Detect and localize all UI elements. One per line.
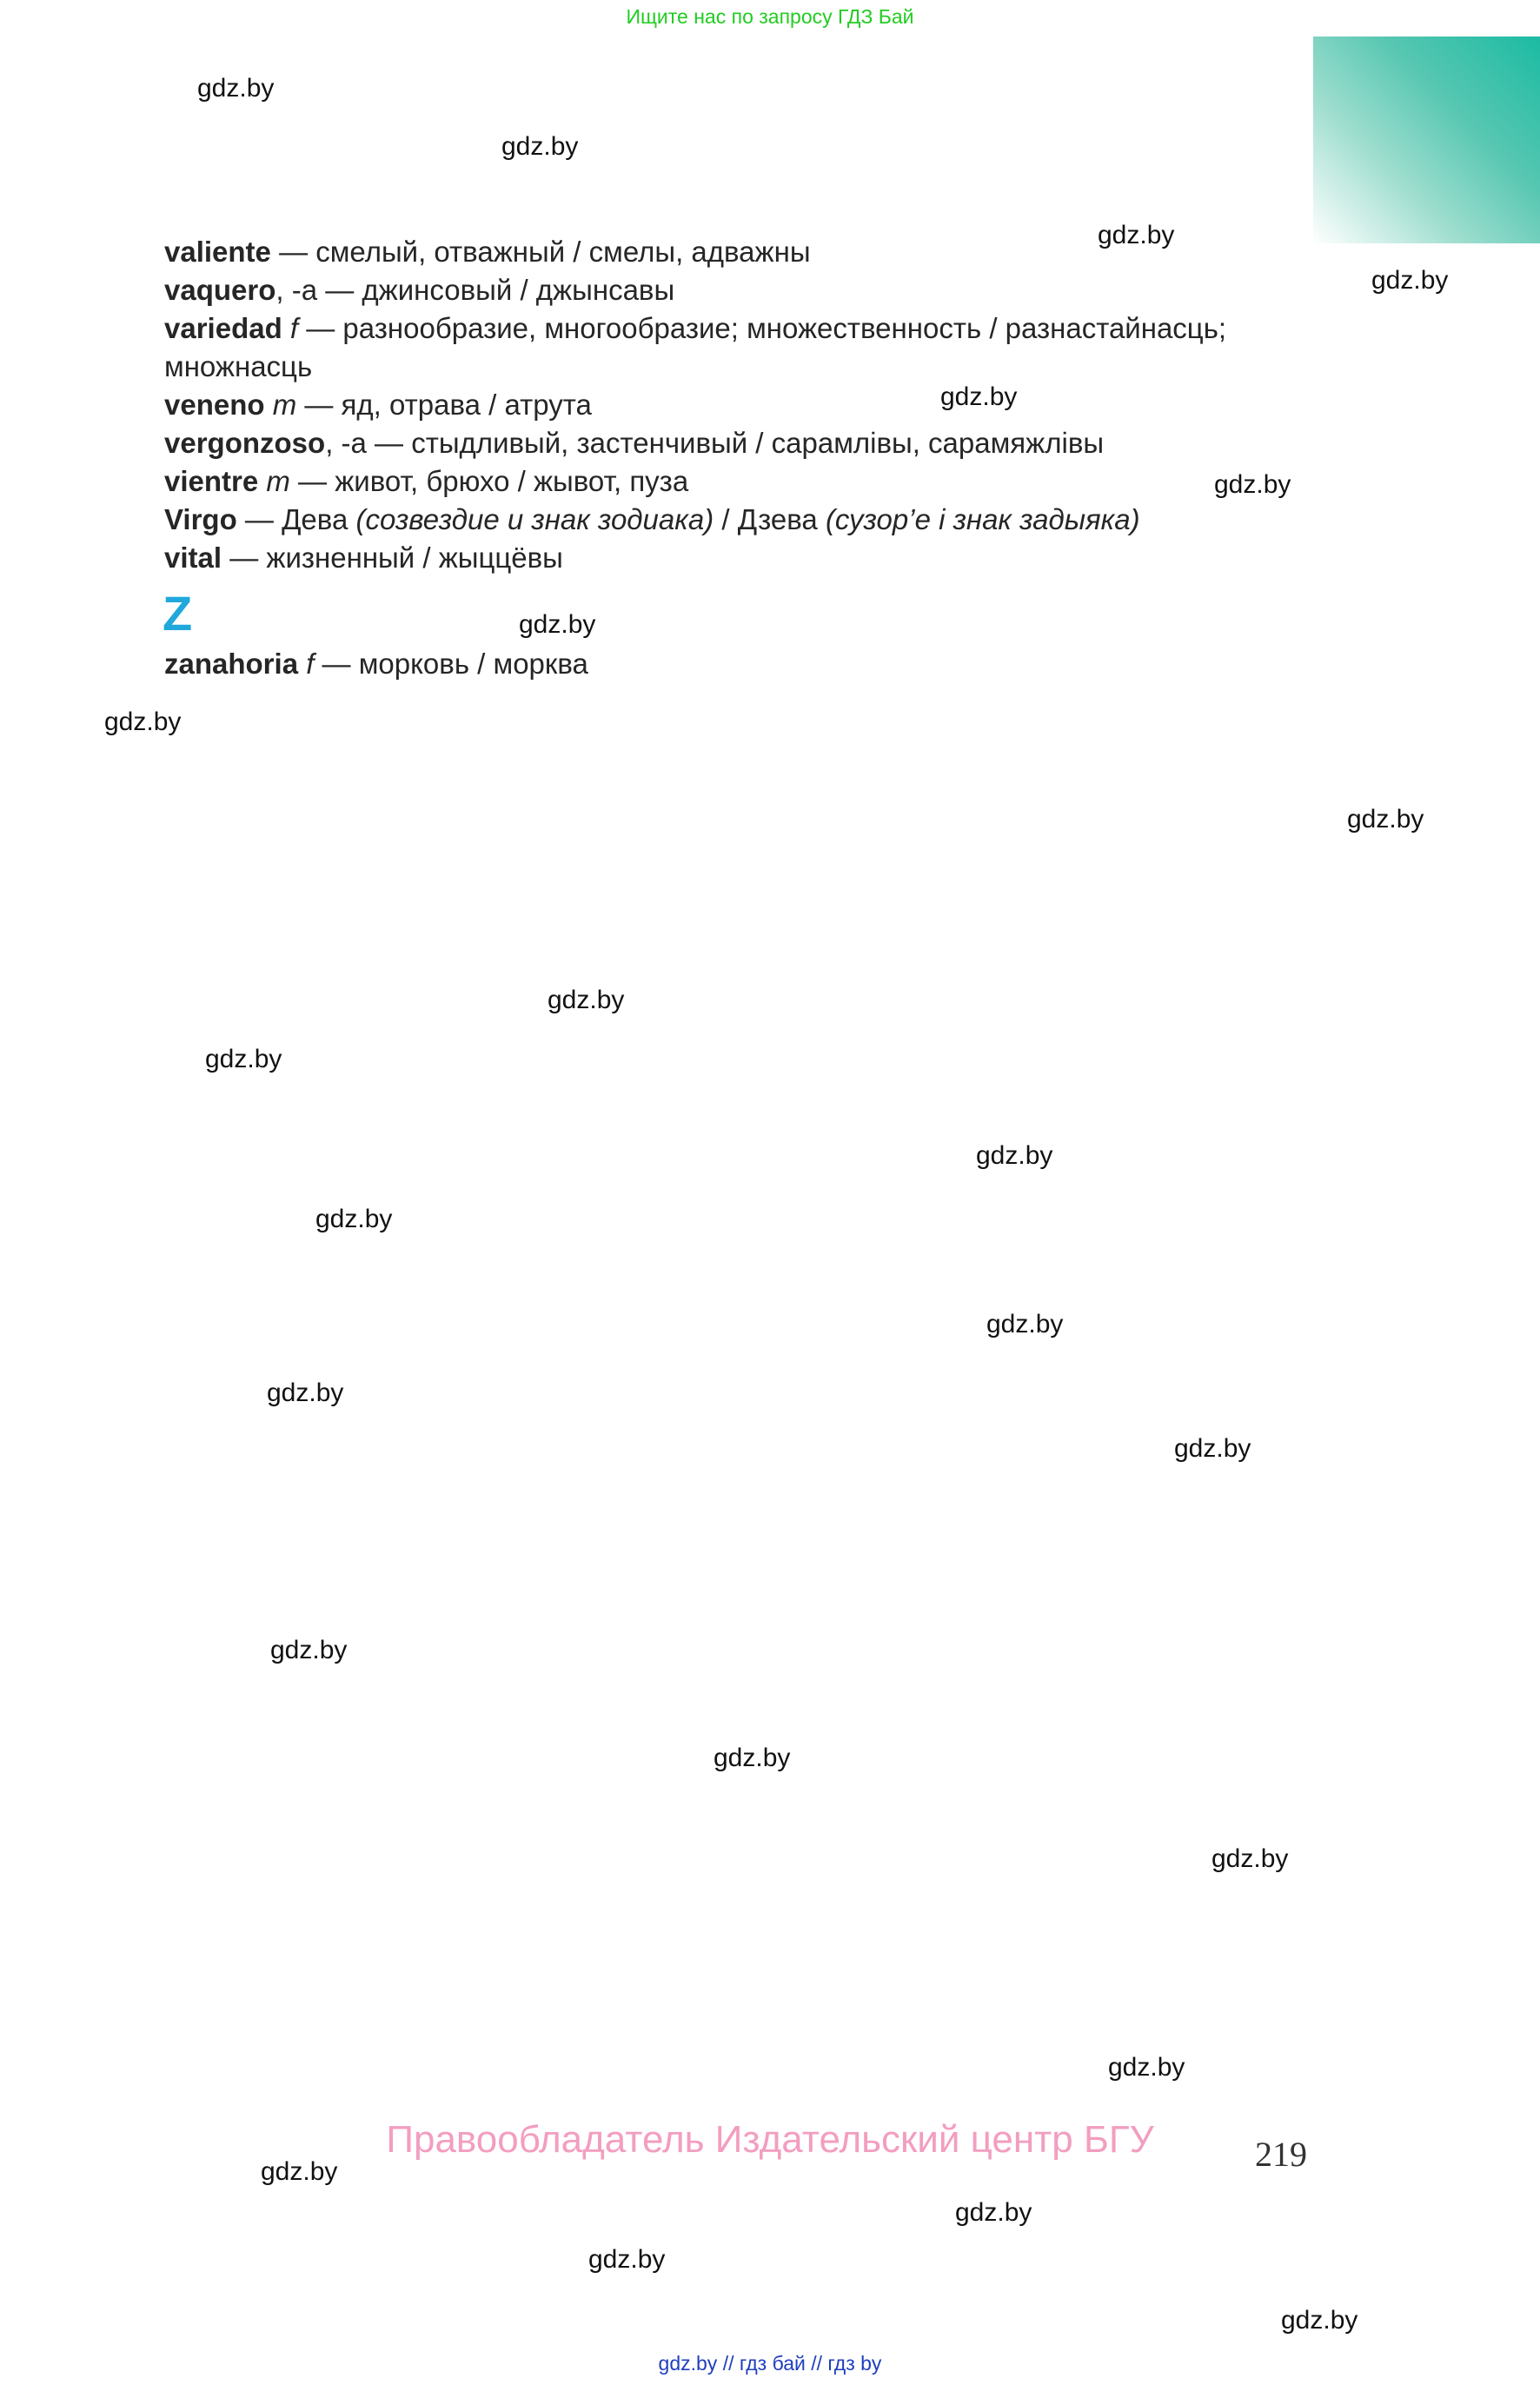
watermark: gdz.by: [1347, 805, 1424, 834]
watermark: gdz.by: [1214, 470, 1291, 499]
definition: — разнообразие, многообразие; множественность / разнастайнасць; множнасць: [164, 312, 1227, 382]
definition: — яд, отрава / атрута: [296, 389, 592, 421]
headword: Virgo: [164, 503, 237, 535]
gender-mark: f: [282, 312, 299, 344]
watermark: gdz.by: [986, 1310, 1064, 1339]
watermark: gdz.by: [197, 74, 275, 103]
watermark: gdz.by: [501, 132, 579, 161]
watermark: gdz.by: [588, 2245, 666, 2274]
page-number: 219: [1255, 2135, 1307, 2174]
entry-vergonzoso: [164, 424, 1329, 462]
headword: veneno: [164, 389, 265, 421]
gender-mark: m: [258, 465, 290, 497]
definition: — морковь / морква: [314, 648, 588, 680]
watermark: gdz.by: [104, 708, 182, 736]
separator: / Дзева: [714, 503, 826, 535]
watermark: gdz.by: [270, 1636, 348, 1664]
definition: — живот, брюхо / жывот, пуза: [289, 465, 689, 497]
entry-variedad: [164, 309, 1329, 386]
watermark: gdz.by: [519, 610, 596, 639]
headword: valiente: [164, 236, 271, 268]
definition: — жизненный / жыццёвы: [222, 541, 563, 574]
entry-vientre: [164, 462, 1329, 501]
note-ru: (созвездие и знак зодиака): [355, 503, 714, 535]
headword: vergonzoso: [164, 427, 326, 459]
dictionary-entries-z: [164, 645, 588, 683]
watermark: gdz.by: [1211, 1844, 1289, 1873]
watermark: gdz.by: [955, 2198, 1032, 2227]
headword: vital: [164, 541, 222, 574]
headword: vaquero: [164, 274, 276, 306]
entry-vaquero: [164, 271, 1329, 309]
gender-mark: f: [298, 648, 315, 680]
entry-vital: [164, 539, 1329, 577]
watermark: gdz.by: [1174, 1434, 1251, 1463]
gender-mark: m: [264, 389, 297, 421]
watermark: gdz.by: [261, 2157, 338, 2186]
watermark: gdz.by: [267, 1379, 344, 1407]
headword: vientre: [164, 465, 259, 497]
top-banner: Ищите нас по запросу ГДЗ Бай: [626, 5, 914, 28]
corner-tab-decoration: [1313, 37, 1540, 243]
dictionary-entries-v: [164, 233, 1329, 577]
watermark: gdz.by: [1098, 221, 1175, 249]
entry-virgo: [164, 501, 1329, 539]
watermark: gdz.by: [1281, 2306, 1358, 2335]
definition: , -a — стыдливый, застенчивый / сарамлівы, сарамяжлівы: [325, 427, 1105, 459]
note-by: (сузор’е і знак задыяка): [825, 503, 1140, 535]
watermark: gdz.by: [976, 1141, 1053, 1170]
entry-veneno: [164, 386, 1329, 424]
entry-zanahoria: [164, 645, 588, 683]
watermark: gdz.by: [1371, 266, 1449, 295]
watermark: gdz.by: [315, 1205, 393, 1233]
headword: zanahoria: [164, 648, 299, 680]
definition: , -a — джинсовый / джынсавы: [275, 274, 675, 306]
watermark: gdz.by: [205, 1045, 282, 1073]
watermark: gdz.by: [714, 1744, 791, 1772]
watermark: gdz.by: [1108, 2053, 1185, 2082]
headword: variedad: [164, 312, 282, 344]
footer-links[interactable]: gdz.by // гдз бай // гдз by: [658, 2352, 882, 2375]
section-letter: Z: [163, 586, 193, 641]
definition: — смелый, отважный / смелы, адважны: [270, 236, 811, 268]
definition: — Дева: [236, 503, 356, 535]
copyright-notice: Правообладатель Издательский центр БГУ: [386, 2118, 1154, 2161]
watermark: gdz.by: [940, 382, 1018, 411]
watermark: gdz.by: [548, 986, 625, 1014]
